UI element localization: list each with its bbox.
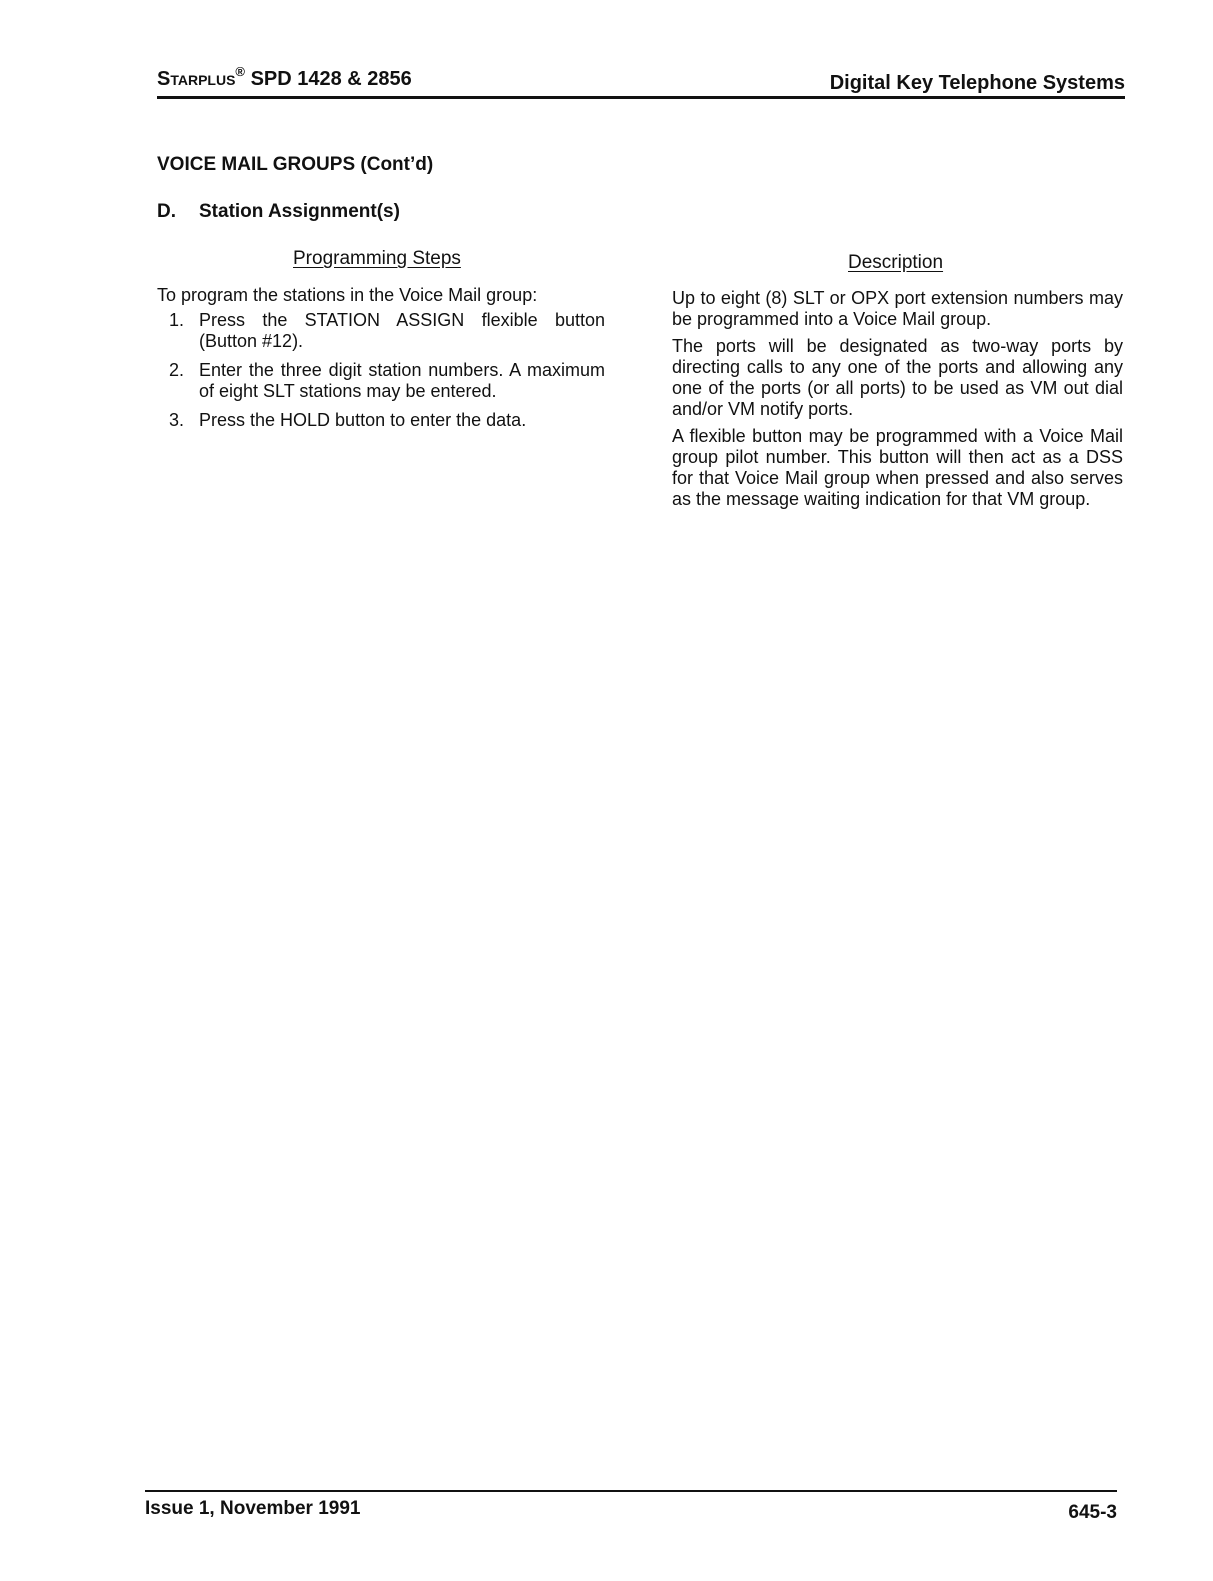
step-number: 2. [169,360,185,380]
step-item [157,410,605,431]
programming-steps-heading: Programming Steps [293,248,461,269]
step-number: 3. [169,410,185,430]
step-text: Press the HOLD button to enter the data. [199,410,527,430]
description-heading: Description [848,252,944,273]
step-number: 1. [169,310,185,330]
footer-page-number: 645-3 [1068,1502,1117,1523]
description-paragraph: Up to eight (8) SLT or OPX port extension numbers may be programmed into a Voice Mail group. [672,288,1123,329]
header-product [157,64,412,91]
steps-list [157,310,605,431]
description-paragraph: A flexible button may be programmed with a Voice Mail group pilot number. This button will then act as a DSS for that Voice Mail group when pressed and also serves as the message waiting indication for that VM group. [672,426,1123,509]
step-item [157,310,605,352]
programming-steps-column [157,285,605,439]
step-text: Enter the three digit station numbers. A maximum of eight SLT stations may be entered. [199,360,605,401]
subsection-title [157,201,400,223]
description-paragraph: The ports will be designated as two-way ports by directing calls to any one of the ports and allowing any one of the ports (or all ports) to be used as VM out dial and/or VM notify ports. [672,336,1123,419]
registered-mark: ® [235,64,246,79]
description-column [672,288,1123,516]
page-footer [145,1490,1117,1523]
section-title: VOICE MAIL GROUPS (Cont’d) [157,154,434,175]
step-text: Press the STATION ASSIGN flexible button (Button #12). [199,310,605,351]
header-system-title: Digital Key Telephone Systems [829,72,1125,94]
header-brand: Starplus [157,68,236,90]
footer-issue: Issue 1, November 1991 [145,1498,361,1519]
step-item [157,360,605,402]
page-header [157,58,1125,99]
subsection-label: Station Assignment(s) [199,201,400,222]
subsection-letter: D. [157,201,176,222]
header-model: SPD 1428 & 2856 [250,68,412,90]
steps-intro: To program the stations in the Voice Mail group: [157,285,538,305]
